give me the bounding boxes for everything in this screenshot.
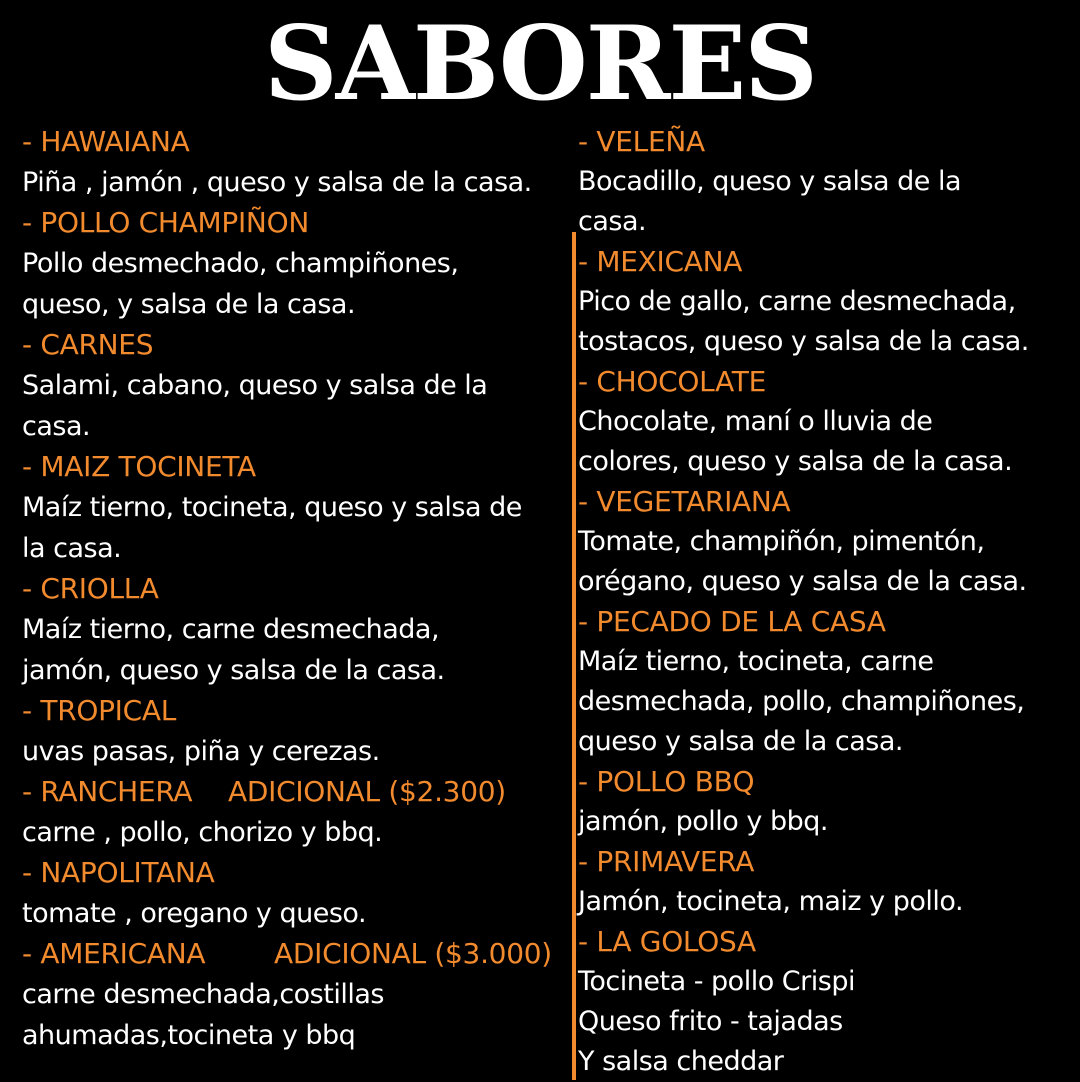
column-divider (572, 232, 576, 1080)
flavor-name (578, 362, 1078, 402)
flavor-item (22, 772, 572, 853)
flavor-name (578, 842, 1078, 882)
flavor-description-line: Tomate, champiñón, pimentón, (578, 526, 985, 557)
flavor-item (578, 242, 1078, 362)
flavor-description-line: uvas pasas, piña y cerezas. (22, 736, 380, 767)
flavor-item (578, 362, 1078, 482)
additional-price-label: ADICIONAL ($3.000) (274, 937, 552, 970)
flavor-name-label: - RANCHERA (22, 775, 193, 808)
flavor-name-label: - NAPOLITANA (22, 856, 215, 889)
flavor-list-left (22, 122, 572, 1056)
flavor-description-line: Tocineta - pollo Crispi (578, 966, 855, 997)
flavor-name-label: - LA GOLOSA (578, 925, 756, 958)
flavor-name-label: - CRIOLLA (22, 572, 159, 605)
flavor-description-line: Maíz tierno, tocineta, carne (578, 646, 934, 677)
additional-price-label: ADICIONAL ($2.300) (228, 775, 506, 808)
flavor-item (578, 922, 1078, 1082)
flavor-name (22, 122, 572, 162)
flavor-item (578, 762, 1078, 842)
flavor-item (22, 447, 572, 569)
flavor-description-line: tomate , oregano y queso. (22, 898, 367, 929)
flavor-name-label: - PRIMAVERA (578, 845, 755, 878)
flavor-item (22, 691, 572, 772)
flavor-name (22, 772, 572, 812)
flavor-name (578, 762, 1078, 802)
flavor-description-line: jamón, pollo y bbq. (578, 806, 828, 837)
flavor-description-line: tostacos, queso y salsa de la casa. (578, 326, 1029, 357)
flavor-description-line: Chocolate, maní o lluvia de (578, 406, 933, 437)
flavor-item (578, 602, 1078, 762)
flavor-name (22, 569, 572, 609)
flavor-name (22, 691, 572, 731)
flavor-name (578, 122, 1078, 162)
flavor-name-label: - TROPICAL (22, 694, 177, 727)
flavor-description-line: Pollo desmechado, champiñones, (22, 248, 459, 279)
flavor-description-line: Salami, cabano, queso y salsa de la (22, 370, 488, 401)
flavor-name (22, 203, 572, 243)
flavor-description-line: Jamón, tocineta, maiz y pollo. (578, 886, 964, 917)
flavor-item (578, 122, 1078, 242)
flavor-description-line: queso, y salsa de la casa. (22, 289, 356, 320)
flavor-description-line: Pico de gallo, carne desmechada, (578, 286, 1016, 317)
flavor-item (578, 482, 1078, 602)
flavor-name (22, 325, 572, 365)
flavor-name-label: - CARNES (22, 328, 154, 361)
flavor-list-right (578, 122, 1078, 1082)
flavor-name-label: - AMERICANA (22, 937, 206, 970)
flavor-name-label: - VEGETARIANA (578, 485, 791, 518)
flavor-description-line: casa. (22, 411, 91, 442)
flavor-description-line: Piña , jamón , queso y salsa de la casa. (22, 167, 532, 198)
flavor-name-label: - POLLO BBQ (578, 765, 755, 798)
flavor-item (22, 569, 572, 691)
flavor-name (578, 922, 1078, 962)
flavor-item (22, 853, 572, 934)
flavor-description-line: orégano, queso y salsa de la casa. (578, 566, 1027, 597)
flavor-description-line: jamón, queso y salsa de la casa. (22, 655, 445, 686)
flavor-description-line: Maíz tierno, carne desmechada, (22, 614, 440, 645)
flavor-name (578, 242, 1078, 282)
flavor-item (578, 842, 1078, 922)
flavor-item (22, 122, 572, 203)
flavor-item (22, 934, 572, 1056)
flavor-name (578, 482, 1078, 522)
flavor-description-line: Queso frito - tajadas (578, 1006, 843, 1037)
flavor-name-label: - HAWAIANA (22, 125, 190, 158)
flavor-name (578, 602, 1078, 642)
flavor-name-label: - POLLO CHAMPIÑON (22, 206, 309, 239)
page-title: SABORES (264, 4, 816, 124)
flavor-description-line: desmechada, pollo, champiñones, (578, 686, 1025, 717)
flavor-name (22, 934, 572, 974)
flavor-name (22, 447, 572, 487)
flavor-item (22, 203, 572, 325)
flavor-name-label: - MEXICANA (578, 245, 743, 278)
flavor-item (22, 325, 572, 447)
flavor-description-line: la casa. (22, 533, 122, 564)
flavor-description-line: carne , pollo, chorizo y bbq. (22, 817, 383, 848)
flavor-description-line: casa. (578, 206, 647, 237)
flavor-description-line: Maíz tierno, tocineta, queso y salsa de (22, 492, 522, 523)
flavor-name-label: - VELEÑA (578, 125, 705, 158)
flavor-name (22, 853, 572, 893)
flavor-description-line: colores, queso y salsa de la casa. (578, 446, 1013, 477)
flavor-name-label: - CHOCOLATE (578, 365, 766, 398)
flavor-description-line: Bocadillo, queso y salsa de la (578, 166, 962, 197)
flavor-description-line: queso y salsa de la casa. (578, 726, 903, 757)
flavor-description-line: carne desmechada,costillas (22, 979, 384, 1010)
flavor-name-label: - MAIZ TOCINETA (22, 450, 256, 483)
flavor-description-line: Y salsa cheddar (578, 1046, 784, 1077)
flavor-description-line: ahumadas,tocineta y bbq (22, 1020, 356, 1051)
flavor-name-label: - PECADO DE LA CASA (578, 605, 886, 638)
